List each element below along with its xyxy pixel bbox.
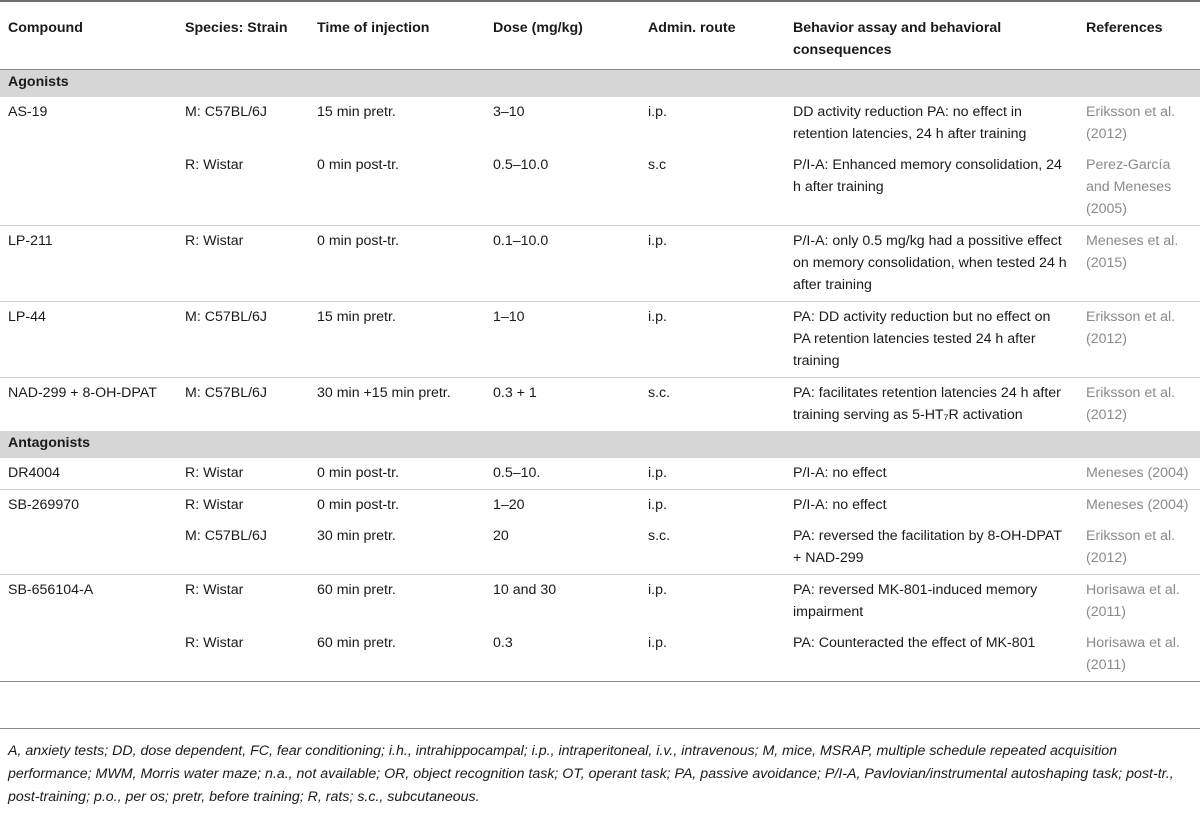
- cell-time: 15 min pretr.: [317, 104, 396, 120]
- cell-reference: Meneses et al. (2015): [1078, 226, 1200, 302]
- cell-route: i.p.: [640, 628, 785, 682]
- cell-species: M: C57BL/6J: [177, 302, 309, 378]
- cell-compound: SB-269970: [8, 497, 79, 513]
- cell-assay: DD activity reduction PA: no effect in retention latencies, 24 h after training: [793, 104, 1027, 142]
- cell-route: i.p.: [640, 226, 785, 302]
- cell-time: 0 min post-tr.: [317, 497, 400, 513]
- cell-route: i.p.: [640, 302, 785, 378]
- table-row: [0, 226, 1200, 302]
- cell-dose: 20: [485, 521, 640, 575]
- section-row: [0, 70, 1200, 98]
- cell-species: M: C57BL/6J: [177, 521, 309, 575]
- footnote-divider: [0, 728, 1200, 729]
- table-body: [0, 70, 1200, 682]
- cell-time: 15 min pretr.: [309, 302, 485, 378]
- header-dose: Dose (mg/kg): [485, 1, 640, 70]
- cell-route: i.p.: [648, 582, 667, 598]
- section-title: Antagonists: [0, 431, 1200, 458]
- header-species: Species: Strain: [177, 1, 309, 70]
- cell-dose: 1–20: [493, 497, 525, 513]
- table-row: [0, 458, 1200, 490]
- cell-time: 0 min post-tr.: [309, 458, 485, 490]
- cell-time: 0 min post-tr.: [309, 226, 485, 302]
- header-compound: Compound: [0, 1, 177, 70]
- header-assay: Behavior assay and behavioral consequences: [785, 1, 1078, 70]
- cell-compound: SB-656104-A: [8, 582, 94, 598]
- section-title: Agonists: [0, 70, 1200, 98]
- cell-reference: Meneses (2004): [1078, 458, 1200, 490]
- cell-assay: P/I-A: no effect: [785, 458, 1078, 490]
- cell-species: R: Wistar: [177, 628, 309, 682]
- cell-route: s.c: [640, 150, 785, 226]
- cell-route: s.c.: [648, 385, 671, 401]
- cell-time: 30 min pretr.: [309, 521, 485, 575]
- cell-assay: PA: DD activity reduction but no effect on PA retention latencies tested 24 h after training: [785, 302, 1078, 378]
- cell-reference: Eriksson et al. (2012): [1086, 385, 1176, 423]
- cell-dose: 3–10: [493, 104, 525, 120]
- cell-compound: [0, 150, 177, 226]
- cell-dose: 0.5–10.0: [485, 150, 640, 226]
- cell-time: 60 min pretr.: [317, 582, 396, 598]
- cell-assay: PA: reversed the facilitation by 8-OH-DPAT + NAD-299: [785, 521, 1078, 575]
- cell-time: 60 min pretr.: [309, 628, 485, 682]
- cell-compound: [0, 521, 177, 575]
- table-row: [0, 575, 1200, 629]
- cell-dose: 0.1–10.0: [485, 226, 640, 302]
- cell-dose: 0.5–10.: [485, 458, 640, 490]
- cell-species: R: Wistar: [177, 458, 309, 490]
- cell-time: 0 min post-tr.: [309, 150, 485, 226]
- cell-compound: NAD-299 + 8-OH-DPAT: [8, 385, 157, 401]
- cell-dose: 1–10: [485, 302, 640, 378]
- cell-assay: PA: Counteracted the effect of MK-801: [785, 628, 1078, 682]
- cell-reference: Horisawa et al. (2011): [1078, 628, 1200, 682]
- cell-route: i.p.: [648, 497, 667, 513]
- cell-species: R: Wistar: [177, 226, 309, 302]
- cell-species: R: Wistar: [177, 150, 309, 226]
- cell-dose: 0.3: [485, 628, 640, 682]
- cell-route: i.p.: [648, 104, 667, 120]
- cell-dose: 10 and 30: [493, 582, 557, 598]
- cell-species: R: Wistar: [185, 497, 244, 513]
- table-row: [0, 521, 1200, 575]
- cell-assay: P/I-A: no effect: [793, 497, 887, 513]
- cell-reference: Eriksson et al. (2012): [1078, 521, 1200, 575]
- cell-reference: Perez-García and Meneses (2005): [1078, 150, 1200, 226]
- cell-compound: DR4004: [0, 458, 177, 490]
- cell-species: M: C57BL/6J: [185, 385, 268, 401]
- cell-reference: Eriksson et al. (2012): [1078, 302, 1200, 378]
- cell-species: M: C57BL/6J: [185, 104, 268, 120]
- cell-reference: Meneses (2004): [1086, 497, 1189, 513]
- table-footnote: A, anxiety tests; DD, dose dependent, FC, fear conditioning; i.h., intrahippocampal; i.p., intraperitoneal, i.v., intravenous; M, mice, MSRAP, multiple schedule repeated acquisition performance; MWM, Morris water maze; n.a., not available; OR, object recognition task; OT, operant task; PA, passive avoidance; P/I-A, Pavlovian/instrumental autoshaping task; post-tr., post-training; p.o., per os; pretr, before training; R, rats; s.c., subcutaneous.: [8, 743, 1174, 805]
- table-row: [0, 378, 1200, 432]
- cell-route: i.p.: [640, 458, 785, 490]
- table-header: [0, 1, 1200, 70]
- cell-assay: P/I-A: Enhanced memory consolidation, 24 h after training: [785, 150, 1078, 226]
- table-row: [0, 150, 1200, 226]
- cell-assay: PA: reversed MK-801-induced memory impairment: [793, 582, 1038, 620]
- cell-assay: P/I-A: only 0.5 mg/kg had a possitive effect on memory consolidation, when tested 24 h after training: [785, 226, 1078, 302]
- header-references: References: [1078, 1, 1200, 70]
- cell-time: 30 min +15 min pretr.: [317, 385, 451, 401]
- table-row: [0, 302, 1200, 378]
- table-row: [0, 97, 1200, 150]
- section-row: [0, 431, 1200, 458]
- cell-assay: PA: facilitates retention latencies 24 h after training serving as 5-HT₇R activation: [793, 385, 1061, 423]
- cell-compound: LP-211: [0, 226, 177, 302]
- cell-compound: AS-19: [8, 104, 48, 120]
- cell-dose: 0.3 + 1: [493, 385, 537, 401]
- header-time: Time of injection: [309, 1, 485, 70]
- cell-reference: Horisawa et al. (2011): [1086, 582, 1180, 620]
- cell-reference: Eriksson et al. (2012): [1086, 104, 1176, 142]
- table-row: [0, 490, 1200, 522]
- table-row: [0, 628, 1200, 682]
- cell-compound: [0, 628, 177, 682]
- header-route: Admin. route: [640, 1, 785, 70]
- cell-compound: LP-44: [0, 302, 177, 378]
- cell-route: s.c.: [640, 521, 785, 575]
- cell-species: R: Wistar: [185, 582, 244, 598]
